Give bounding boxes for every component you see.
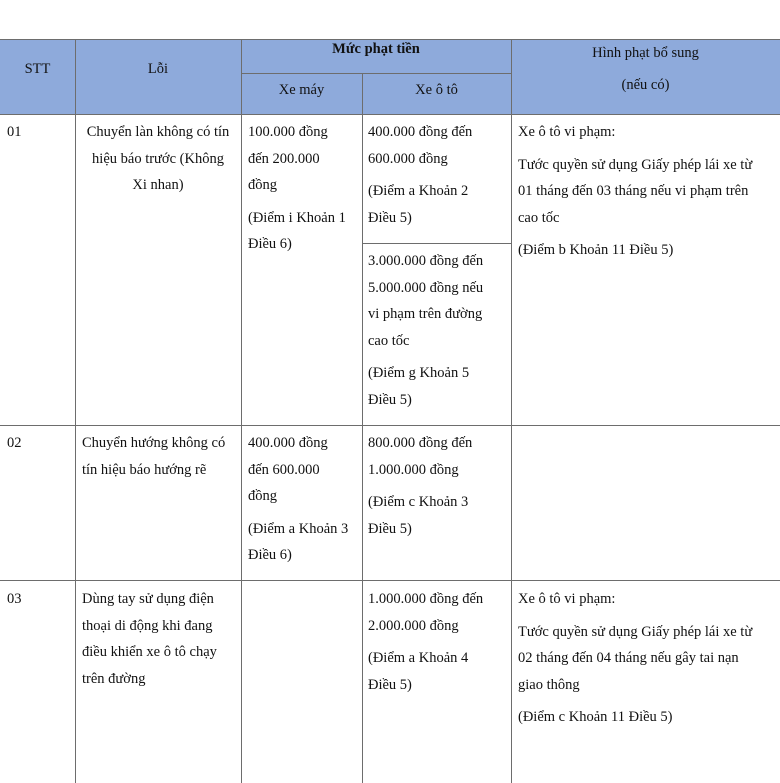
row-01-xe-may-line: 100.000 đồng [248,124,328,140]
col-divider-loi [241,39,242,783]
header-hinh-phat-line2: (nếu có) [621,77,670,93]
row-02-xe-o-to-ref: Điều 5) [368,520,412,537]
row-03-loi [82,586,239,692]
row-03-xe-o-to-ref: (Điểm a Khoản 4 [368,650,469,666]
table-border-top [0,39,780,40]
row-03-xe-o-to-line: 1.000.000 đồng đến [368,591,484,607]
row-02-xe-may-line: đến 600.000 [248,461,320,478]
row-02-xe-may-line: đồng [248,488,277,504]
row-01-loi-line: Xi nhan) [132,177,184,193]
row-02-xe-o-to [368,430,510,542]
row-01-stt: 01 [7,124,22,140]
col-divider-stt [75,39,76,783]
row-01-xe-may [248,119,360,258]
row-01-bo-sung-ref: (Điểm b Khoản 11 Điều 5) [518,242,674,258]
row-03-bo-sung-line: Tước quyền sử dụng Giấy phép lái xe từ [518,623,753,640]
row-01-xe-o-to-b-ref: Điều 5) [368,391,412,408]
header-xe-may: Xe máy [278,82,325,98]
row-02-xe-may-ref: Điều 6) [248,547,292,563]
row-01-xe-o-to-a-ref: (Điểm a Khoản 2 [368,183,469,199]
row-01-xe-o-to-split [362,243,511,244]
header-hinh-phat-line1: Hình phạt bổ sung [592,45,699,61]
row-01-loi-line: hiệu báo trước (Không [92,150,224,167]
header-muc-phat-tien: Mức phạt tiền [332,41,420,57]
row-03-bo-sung [518,586,778,731]
row-01-bo-sung-line: 01 tháng đến 03 tháng nếu vi phạm trên [518,183,749,199]
row-01-xe-o-to-a-line: 600.000 đồng [368,150,448,167]
col-divider-xe-o-to [511,39,512,783]
row-03-bo-sung-ref: (Điểm c Khoản 11 Điều 5) [518,709,673,725]
header-bottom-border [0,114,780,115]
row-03-xe-o-to-line: 2.000.000 đồng [368,617,459,634]
row-01-xe-o-to-b-line: cao tốc [368,332,410,349]
row-01-xe-o-to-a-ref: Điều 5) [368,209,412,226]
row-02-loi [82,430,239,483]
row-02-xe-o-to-line: 800.000 đồng đến [368,435,473,451]
header-xe-o-to: Xe ô tô [415,82,458,98]
row-01-xe-may-line: đồng [248,177,277,193]
row-01-bo-sung-line: Tước quyền sử dụng Giấy phép lái xe từ [518,156,753,173]
row-02-xe-o-to-line: 1.000.000 đồng [368,461,459,478]
row-03-xe-o-to-ref: Điều 5) [368,676,412,693]
row-03-bo-sung-line: giao thông [518,676,580,693]
header-sub-divider [241,73,511,74]
row-03-stt: 03 [7,591,22,607]
row-03-bo-sung-line: 02 tháng đến 04 tháng nếu gây tai nạn [518,650,739,666]
col-divider-xe-may [362,73,363,783]
row-03-xe-o-to [368,586,510,698]
row-01-xe-may-ref: (Điểm i Khoản 1 [248,209,346,226]
row-02-xe-may-line: 400.000 đồng [248,435,328,451]
row-01-xe-may-line: đến 200.000 [248,150,320,167]
row-03-bo-sung-title: Xe ô tô vi phạm: [518,591,616,607]
row-01-bo-sung-title: Xe ô tô vi phạm: [518,124,616,140]
row-03-loi-line: Dùng tay sử dụng điện [82,591,214,607]
row-02-bottom-border [0,580,780,581]
row-01-xe-o-to-b-line: 5.000.000 đồng nếu [368,279,484,296]
row-01-xe-o-to-b-ref: (Điểm g Khoản 5 [368,365,470,381]
row-02-xe-o-to-ref: (Điểm c Khoản 3 [368,494,469,510]
row-01-xe-o-to-a [368,119,510,231]
row-02-loi-line: tín hiệu báo hướng rẽ [82,461,207,478]
header-stt: STT [24,61,51,77]
row-01-xe-o-to-a-line: 400.000 đồng đến [368,124,473,140]
row-01-bo-sung-line: cao tốc [518,209,560,226]
row-01-loi-line: Chuyển làn không có tín [86,124,230,140]
row-02-stt: 02 [7,435,22,451]
row-01-bottom-border [0,425,780,426]
row-02-xe-may [248,430,360,569]
header-loi: Lỗi [147,61,169,77]
row-01-xe-o-to-b [368,248,510,413]
row-03-loi-line: điều khiển xe ô tô chạy [82,644,217,660]
row-02-loi-line: Chuyển hướng không có [82,435,226,451]
row-01-xe-o-to-b-line: vi phạm trên đường [368,306,483,322]
row-01-bo-sung [518,119,778,264]
fine-table [0,39,780,783]
row-01-xe-o-to-b-line: 3.000.000 đồng đến [368,253,484,269]
row-01-xe-may-ref: Điều 6) [248,236,292,252]
row-01-loi [75,119,241,199]
row-03-loi-line: thoại di động khi đang [82,617,213,634]
row-03-loi-line: trên đường [82,670,146,687]
row-02-xe-may-ref: (Điểm a Khoản 3 [248,520,349,537]
